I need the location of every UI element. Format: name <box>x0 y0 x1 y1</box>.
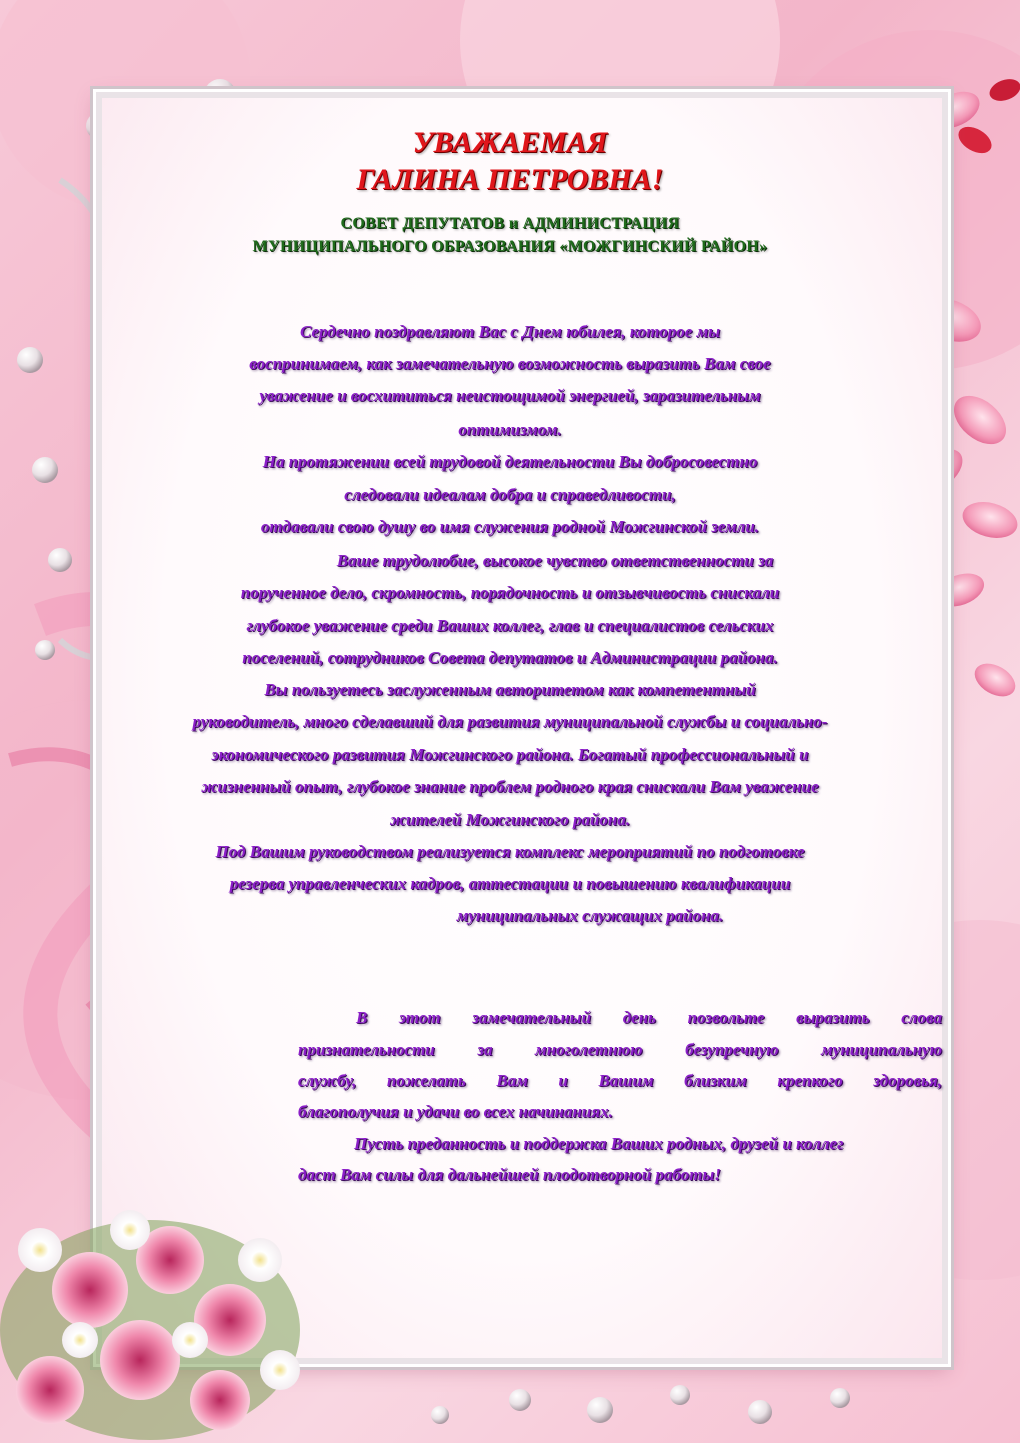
closing-line: даст Вам силы для дальнейшей плодотворной работы! <box>298 1165 721 1184</box>
body-line: экономического развития Можгинского района. Богатый профессиональный и <box>211 745 809 764</box>
body-line: Вы пользуетесь заслуженным авторитетом как компетентный <box>264 680 756 699</box>
body-line: резерва управленческих кадров, аттестации и повышению квалификации <box>229 874 791 893</box>
closing-line: благополучия и удачи во всех начинаниях. <box>298 1102 613 1121</box>
body-line: поселений, сотрудников Совета депутатов и Администрации района. <box>242 648 778 667</box>
closing-line: признательности за многолетнюю безупречную муниципальную <box>298 1040 942 1059</box>
body-line: порученное дело, скромность, порядочность и отзывчивость снискали <box>240 583 780 602</box>
body-line: Ваше трудолюбие, высокое чувство ответственности за <box>336 551 774 570</box>
body-line: На протяжении всей трудовой деятельности Вы добросовестно <box>262 452 758 471</box>
body-line: руководитель, много сделавший для развития муниципальной службы и социально- <box>192 712 828 731</box>
body-line: муниципальных служащих района. <box>456 906 724 925</box>
title-recipient-name: ГАЛИНА ПЕТРОВНА! <box>356 163 664 196</box>
body-line: глубокое уважение среди Ваших коллег, глав и специалистов сельских <box>246 616 774 635</box>
body-line: воспринимаем, как замечательную возможность выразить Вам свое <box>249 354 771 373</box>
org-name-line2: МУНИЦИПАЛЬНОГО ОБРАЗОВАНИЯ «МОЖГИНСКИЙ РАЙОН» <box>252 238 768 255</box>
closing-line: службу, пожелать Вам и Вашим близким крепкого здоровья, <box>298 1071 942 1090</box>
body-line: уважение и восхититься неистощимой энергией, заразительным <box>259 386 761 405</box>
body-line: Сердечно поздравляют Вас с Днем юбилея, которое мы <box>299 322 721 341</box>
closing-line: В этот замечательный день позвольте выразить слова <box>356 1008 942 1027</box>
body-line: жизненный опыт, глубокое знание проблем родного края снискали Вам уважение <box>201 777 819 796</box>
body-line: оптимизмом. <box>458 420 562 439</box>
closing-line: Пусть преданность и поддержка Ваших родных, друзей и коллег <box>354 1134 844 1153</box>
title-salutation: УВАЖАЕМАЯ <box>412 126 608 159</box>
body-line: Под Вашим руководством реализуется комплекс мероприятий по подготовке <box>215 842 805 861</box>
body-line: отдавали свою душу во имя служения родной Можгинской земли. <box>260 517 760 536</box>
org-name-line1: СОВЕТ ДЕПУТАТОВ и АДМИНИСТРАЦИЯ <box>340 215 680 232</box>
body-line: следовали идеалам добра и справедливости, <box>344 485 676 504</box>
body-line: жителей Можгинского района. <box>389 810 631 829</box>
